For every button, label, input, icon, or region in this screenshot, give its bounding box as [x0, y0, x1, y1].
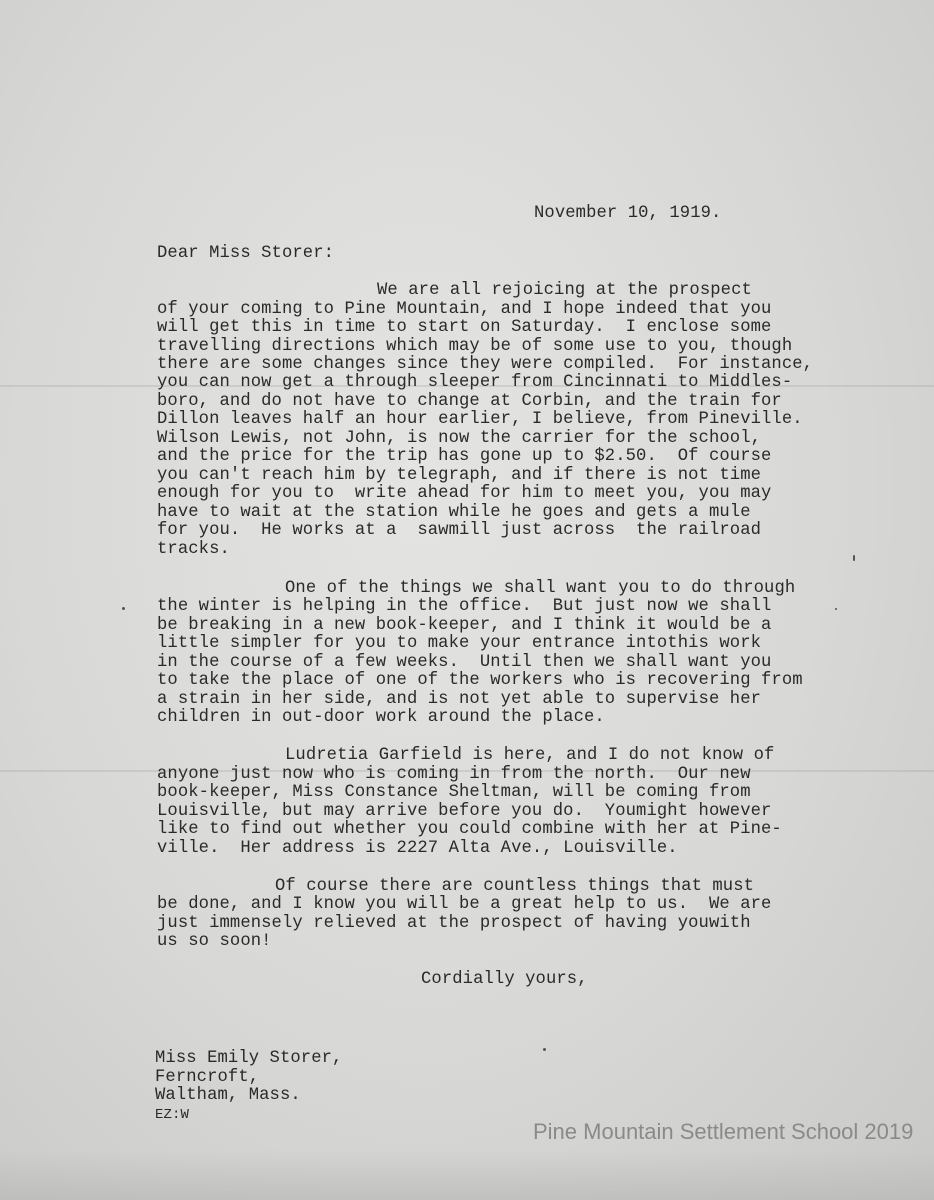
paper-speck — [122, 607, 125, 610]
paragraph-1-line: Wilson Lewis, not John, is now the carrier for the school, — [157, 429, 762, 448]
paragraph-1-line: enough for you to write ahead for him to meet you, you may — [157, 484, 772, 503]
paragraph-2-line: children in out-door work around the place. — [157, 708, 605, 727]
paragraph-1-line: Dillon leaves half an hour earlier, I believe, from Pineville. — [157, 410, 803, 429]
paragraph-1-line: We are all rejoicing at the prospect — [377, 281, 752, 300]
paragraph-2-line: the winter is helping in the office. But just now we shall — [157, 597, 772, 616]
paragraph-3-line: Ludretia Garfield is here, and I do not know of — [285, 746, 775, 765]
paragraph-1-line: there are some changes since they were compiled. For instance, — [157, 355, 814, 374]
paragraph-3-line: anyone just now who is coming in from the north. Our new — [157, 765, 751, 784]
paper-speck — [835, 608, 837, 610]
paragraph-3-line: ville. Her address is 2227 Alta Ave., Louisville. — [157, 839, 678, 858]
paper-shadow — [0, 1150, 934, 1200]
paragraph-1-line: you can now get a through sleeper from Cincinnati to Middles- — [157, 373, 793, 392]
paragraph-2-line: be breaking in a new book-keeper, and I think it would be a — [157, 616, 772, 635]
paragraph-3-line: Louisville, but may arrive before you do. Youmight however — [157, 802, 772, 821]
paragraph-1-line: and the price for the trip has gone up to $2.50. Of course — [157, 447, 772, 466]
paragraph-2-line: a strain in her side, and is not yet able to supervise her — [157, 690, 762, 709]
paper-speck — [543, 1048, 546, 1051]
paragraph-2-line: to take the place of one of the workers who is recovering from — [157, 671, 803, 690]
paragraph-1-line: tracks. — [157, 540, 230, 559]
paragraph-3-line: like to find out whether you could combine with her at Pine- — [157, 820, 782, 839]
address-line: Miss Emily Storer, — [155, 1049, 343, 1068]
paragraph-2-line: in the course of a few weeks. Until then we shall want you — [157, 653, 772, 672]
typist-initials: EZ:W — [155, 1107, 190, 1123]
paragraph-4-line: just immensely relieved at the prospect of having youwith — [157, 914, 751, 933]
paper-speck — [853, 555, 855, 561]
paragraph-1-line: boro, and do not have to change at Corbin, and the train for — [157, 392, 782, 411]
address-line: Ferncroft, — [155, 1068, 260, 1087]
paragraph-1-line: of your coming to Pine Mountain, and I hope indeed that you — [157, 300, 772, 319]
paragraph-1-line: travelling directions which may be of some use to you, though — [157, 337, 793, 356]
letter-date: November 10, 1919. — [534, 204, 722, 223]
paragraph-4-line: Of course there are countless things that must — [275, 877, 755, 896]
address-line: Waltham, Mass. — [155, 1086, 301, 1105]
paragraph-1-line: will get this in time to start on Saturday. I enclose some — [157, 318, 772, 337]
paragraph-3-line: book-keeper, Miss Constance Sheltman, will be coming from — [157, 783, 751, 802]
paragraph-1-line: for you. He works at a sawmill just across the railroad — [157, 521, 762, 540]
paragraph-1-line: you can't reach him by telegraph, and if there is not time — [157, 466, 762, 485]
paragraph-4-line: us so soon! — [157, 932, 272, 951]
paragraph-2-line: little simpler for you to make your entrance intothis work — [157, 634, 762, 653]
letter-closing: Cordially yours, — [421, 970, 588, 989]
letter-salutation: Dear Miss Storer: — [157, 244, 335, 263]
paragraph-2-line: One of the things we shall want you to do through — [285, 579, 796, 598]
paragraph-1-line: have to wait at the station while he goes and gets a mule — [157, 503, 751, 522]
paragraph-4-line: be done, and I know you will be a great help to us. We are — [157, 895, 772, 914]
archive-watermark: Pine Mountain Settlement School 2019 — [533, 1119, 914, 1144]
